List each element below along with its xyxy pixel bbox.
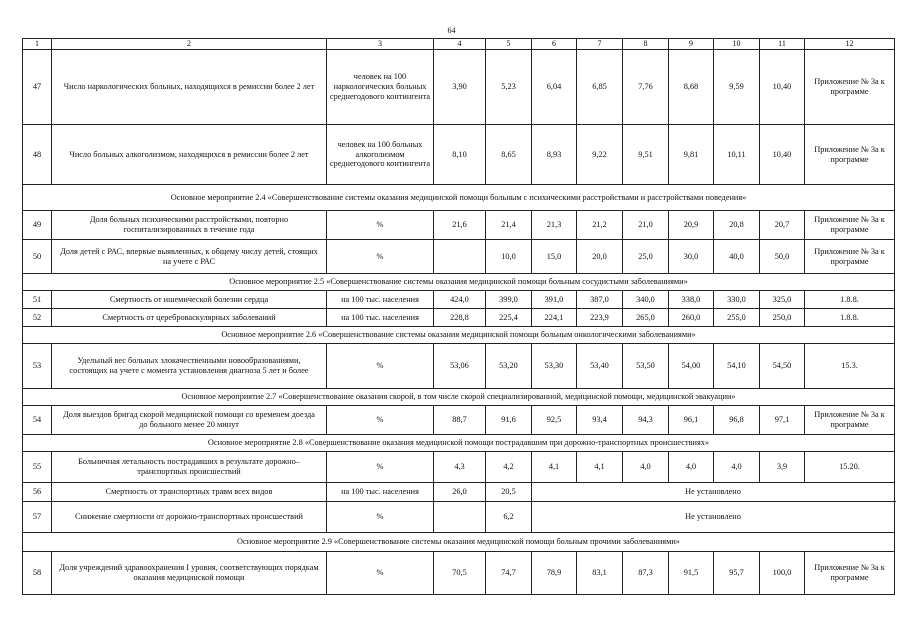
value-cell: 92,5 bbox=[532, 406, 577, 435]
table-row bbox=[23, 502, 895, 533]
indicator-name: Число наркологических больных, находящихся в ремиссии более 2 лет bbox=[52, 50, 327, 125]
value-cell: 3,90 bbox=[434, 50, 486, 125]
value-span-cell: Не установлено bbox=[532, 502, 895, 533]
header-cell: 6 bbox=[532, 39, 577, 50]
value-cell: 6,04 bbox=[532, 50, 577, 125]
value-cell: 21,3 bbox=[532, 211, 577, 240]
value-cell: 4,0 bbox=[623, 452, 669, 483]
row-number: 51 bbox=[23, 291, 52, 309]
row-number: 56 bbox=[23, 483, 52, 502]
row-number: 52 bbox=[23, 309, 52, 327]
row-number: 48 bbox=[23, 125, 52, 185]
value-cell: 9,81 bbox=[669, 125, 714, 185]
value-cell: 91,5 bbox=[669, 552, 714, 595]
value-cell: 70,5 bbox=[434, 552, 486, 595]
header-cell: 4 bbox=[434, 39, 486, 50]
value-cell: 74,7 bbox=[486, 552, 532, 595]
section-title: Основное мероприятие 2.9 «Совершенствование системы оказания медицинской помощи больным прочими заболеваниями» bbox=[23, 533, 895, 552]
value-cell: 21,2 bbox=[577, 211, 623, 240]
header-cell: 10 bbox=[714, 39, 760, 50]
value-cell: 20,5 bbox=[486, 483, 532, 502]
table-row bbox=[23, 309, 895, 327]
section-title: Основное мероприятие 2.4 «Совершенствование системы оказания медицинской помощи больным с психическими расстройствами и расстройствами поведения» bbox=[23, 185, 895, 211]
unit-cell: % bbox=[327, 240, 434, 274]
value-cell: 4,1 bbox=[577, 452, 623, 483]
value-cell: 4,2 bbox=[486, 452, 532, 483]
row-number: 58 bbox=[23, 552, 52, 595]
table-row bbox=[23, 50, 895, 125]
section-title: Основное мероприятие 2.8 «Совершенствование оказания медицинской помощи пострадавшим при дорожно-транспортных происшествиях» bbox=[23, 435, 895, 452]
reference-cell: Приложение № 3а к программе bbox=[805, 211, 895, 240]
value-cell: 83,1 bbox=[577, 552, 623, 595]
reference-cell: 1.8.8. bbox=[805, 309, 895, 327]
value-cell: 20,8 bbox=[714, 211, 760, 240]
value-cell: 21,6 bbox=[434, 211, 486, 240]
row-number: 53 bbox=[23, 344, 52, 389]
indicator-name: Смертность от ишемической болезни сердца bbox=[52, 291, 327, 309]
value-cell: 40,0 bbox=[714, 240, 760, 274]
value-cell: 87,3 bbox=[623, 552, 669, 595]
value-cell: 10,40 bbox=[760, 50, 805, 125]
value-cell: 340,0 bbox=[623, 291, 669, 309]
value-cell: 100,0 bbox=[760, 552, 805, 595]
unit-cell: % bbox=[327, 452, 434, 483]
unit-cell: на 100 тыс. населения bbox=[327, 483, 434, 502]
reference-cell: 15.3. bbox=[805, 344, 895, 389]
unit-cell: на 100 тыс. населения bbox=[327, 309, 434, 327]
value-cell: 95,7 bbox=[714, 552, 760, 595]
value-cell: 21,0 bbox=[623, 211, 669, 240]
value-cell: 94,3 bbox=[623, 406, 669, 435]
value-cell: 8,10 bbox=[434, 125, 486, 185]
value-cell: 25,0 bbox=[623, 240, 669, 274]
indicator-name: Доля выездов бригад скорой медицинской помощи со временем доезда до больного менее 20 минут bbox=[52, 406, 327, 435]
value-cell: 88,7 bbox=[434, 406, 486, 435]
header-cell: 5 bbox=[486, 39, 532, 50]
value-cell: 10,0 bbox=[486, 240, 532, 274]
indicators-table bbox=[22, 38, 895, 595]
section-title: Основное мероприятие 2.5 «Совершенствование системы оказания медицинской помощи больным сосудистыми заболеваниями» bbox=[23, 274, 895, 291]
row-number: 57 bbox=[23, 502, 52, 533]
unit-cell: % bbox=[327, 406, 434, 435]
unit-cell: % bbox=[327, 344, 434, 389]
value-cell: 223,9 bbox=[577, 309, 623, 327]
table-row bbox=[23, 211, 895, 240]
table-row bbox=[23, 344, 895, 389]
value-cell: 54,50 bbox=[760, 344, 805, 389]
value-cell: 9,59 bbox=[714, 50, 760, 125]
value-cell: 96,8 bbox=[714, 406, 760, 435]
indicator-name: Доля учреждений здравоохранения I уровня, соответствующих порядкам оказания медицинской помощи bbox=[52, 552, 327, 595]
value-cell: 54,10 bbox=[714, 344, 760, 389]
unit-cell: человек на 100 больных алкоголизмом среднегодового контингента bbox=[327, 125, 434, 185]
section-title: Основное мероприятие 2.6 «Совершенствование системы оказания медицинской помощи больным онкологическими заболеваниями» bbox=[23, 327, 895, 344]
value-cell: 387,0 bbox=[577, 291, 623, 309]
value-cell: 338,0 bbox=[669, 291, 714, 309]
value-cell: 53,06 bbox=[434, 344, 486, 389]
value-cell: 30,0 bbox=[669, 240, 714, 274]
unit-cell: % bbox=[327, 211, 434, 240]
indicator-name: Число больных алкоголизмом, находящихся в ремиссии более 2 лет bbox=[52, 125, 327, 185]
value-cell bbox=[434, 240, 486, 274]
reference-cell: 1.8.8. bbox=[805, 291, 895, 309]
header-cell: 3 bbox=[327, 39, 434, 50]
value-cell: 78,9 bbox=[532, 552, 577, 595]
header-cell: 2 bbox=[52, 39, 327, 50]
unit-cell: на 100 тыс. населения bbox=[327, 291, 434, 309]
unit-cell: % bbox=[327, 552, 434, 595]
value-cell: 26,0 bbox=[434, 483, 486, 502]
value-cell: 391,0 bbox=[532, 291, 577, 309]
value-cell: 4,1 bbox=[532, 452, 577, 483]
header-cell: 7 bbox=[577, 39, 623, 50]
row-number: 47 bbox=[23, 50, 52, 125]
indicator-name: Удельный вес больных злокачественными новообразованиями, состоящих на учете с момента установления диагноза 5 лет и более bbox=[52, 344, 327, 389]
section-title: Основное мероприятие 2.7 «Совершенствование оказания скорой, в том числе скорой специализированной, медицинской помощи, медицинской эвакуации» bbox=[23, 389, 895, 406]
value-cell: 424,0 bbox=[434, 291, 486, 309]
section-row bbox=[23, 185, 895, 211]
value-cell: 250,0 bbox=[760, 309, 805, 327]
value-cell: 10,40 bbox=[760, 125, 805, 185]
table-row bbox=[23, 125, 895, 185]
value-cell: 4,0 bbox=[714, 452, 760, 483]
section-row bbox=[23, 327, 895, 344]
reference-cell: Приложение № 3а к программе bbox=[805, 552, 895, 595]
value-cell: 4,3 bbox=[434, 452, 486, 483]
value-cell: 9,22 bbox=[577, 125, 623, 185]
value-cell: 7,76 bbox=[623, 50, 669, 125]
value-cell: 53,20 bbox=[486, 344, 532, 389]
section-row bbox=[23, 533, 895, 552]
value-cell: 8,68 bbox=[669, 50, 714, 125]
indicator-name: Снижение смертности от дорожно-транспортных происшествий bbox=[52, 502, 327, 533]
page-number: 64 bbox=[447, 26, 456, 35]
indicator-name: Доля детей с РАС, впервые выявленных, к общему числу детей, стоящих на учете с РАС bbox=[52, 240, 327, 274]
header-cell: 1 bbox=[23, 39, 52, 50]
value-cell: 20,7 bbox=[760, 211, 805, 240]
value-cell: 8,65 bbox=[486, 125, 532, 185]
header-cell: 11 bbox=[760, 39, 805, 50]
reference-cell: Приложение № 3а к программе bbox=[805, 125, 895, 185]
value-cell: 265,0 bbox=[623, 309, 669, 327]
value-cell: 20,9 bbox=[669, 211, 714, 240]
value-cell: 53,30 bbox=[532, 344, 577, 389]
value-span-cell: Не установлено bbox=[532, 483, 895, 502]
row-number: 49 bbox=[23, 211, 52, 240]
value-cell: 96,1 bbox=[669, 406, 714, 435]
reference-cell: 15.20. bbox=[805, 452, 895, 483]
table-row bbox=[23, 406, 895, 435]
header-cell: 12 bbox=[805, 39, 895, 50]
value-cell: 93,4 bbox=[577, 406, 623, 435]
value-cell: 228,8 bbox=[434, 309, 486, 327]
indicator-name: Больничная летальность пострадавших в результате дорожно–транспортных происшествий bbox=[52, 452, 327, 483]
value-cell: 21,4 bbox=[486, 211, 532, 240]
header-cell: 8 bbox=[623, 39, 669, 50]
value-cell: 6,2 bbox=[486, 502, 532, 533]
value-cell bbox=[434, 502, 486, 533]
value-cell: 330,0 bbox=[714, 291, 760, 309]
header-cell: 9 bbox=[669, 39, 714, 50]
value-cell: 91,6 bbox=[486, 406, 532, 435]
indicator-name: Смертность от транспортных травм всех видов bbox=[52, 483, 327, 502]
row-number: 55 bbox=[23, 452, 52, 483]
value-cell: 8,93 bbox=[532, 125, 577, 185]
value-cell: 9,51 bbox=[623, 125, 669, 185]
reference-cell: Приложение № 3а к программе bbox=[805, 240, 895, 274]
indicator-name: Доля больных психическими расстройствами, повторно госпитализированных в течение года bbox=[52, 211, 327, 240]
value-cell: 6,85 bbox=[577, 50, 623, 125]
table-row bbox=[23, 291, 895, 309]
reference-cell: Приложение № 3а к программе bbox=[805, 406, 895, 435]
value-cell: 97,1 bbox=[760, 406, 805, 435]
value-cell: 20,0 bbox=[577, 240, 623, 274]
reference-cell: Приложение № 3а к программе bbox=[805, 50, 895, 125]
value-cell: 53,40 bbox=[577, 344, 623, 389]
indicator-name: Смертность от цереброваскулярных заболеваний bbox=[52, 309, 327, 327]
value-cell: 260,0 bbox=[669, 309, 714, 327]
unit-cell: человек на 100 наркологических больных среднегодового контингента bbox=[327, 50, 434, 125]
header-row bbox=[23, 39, 895, 50]
row-number: 54 bbox=[23, 406, 52, 435]
value-cell: 4,0 bbox=[669, 452, 714, 483]
value-cell: 224,1 bbox=[532, 309, 577, 327]
row-number: 50 bbox=[23, 240, 52, 274]
value-cell: 325,0 bbox=[760, 291, 805, 309]
value-cell: 399,0 bbox=[486, 291, 532, 309]
value-cell: 54,00 bbox=[669, 344, 714, 389]
value-cell: 10,11 bbox=[714, 125, 760, 185]
table-row bbox=[23, 552, 895, 595]
table-row bbox=[23, 452, 895, 483]
value-cell: 3,9 bbox=[760, 452, 805, 483]
section-row bbox=[23, 435, 895, 452]
value-cell: 5,23 bbox=[486, 50, 532, 125]
section-row bbox=[23, 389, 895, 406]
value-cell: 225,4 bbox=[486, 309, 532, 327]
value-cell: 50,0 bbox=[760, 240, 805, 274]
value-cell: 255,0 bbox=[714, 309, 760, 327]
value-cell: 53,50 bbox=[623, 344, 669, 389]
table-row bbox=[23, 483, 895, 502]
unit-cell: % bbox=[327, 502, 434, 533]
section-row bbox=[23, 274, 895, 291]
table-row bbox=[23, 240, 895, 274]
value-cell: 15,0 bbox=[532, 240, 577, 274]
